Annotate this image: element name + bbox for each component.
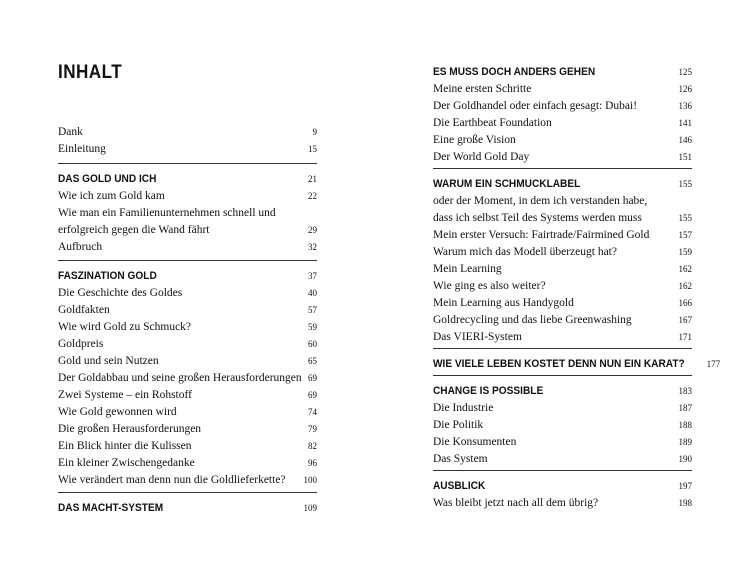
toc-entry [58, 370, 317, 387]
toc-entry [58, 404, 317, 421]
toc-entry-title: Gold und sein Nutzen [58, 355, 159, 367]
toc-entry-title: Warum mich das Modell überzeugt hat? [433, 246, 617, 258]
section-divider [58, 163, 317, 164]
toc-page-number: 189 [678, 437, 692, 447]
toc-entry-title: Die Industrie [433, 402, 494, 414]
toc-entry-title: erfolgreich gegen die Wand fährt [58, 224, 210, 236]
toc-page-number: 159 [678, 247, 692, 257]
toc-entry-title: WARUM EIN SCHMUCKLABEL [433, 178, 581, 190]
toc-entry [433, 451, 692, 468]
section-divider [58, 260, 317, 261]
toc-page-number: 155 [678, 179, 692, 189]
toc-entry-title: Dank [58, 126, 83, 138]
toc-page-number: 59 [308, 322, 317, 332]
toc-entry-title: CHANGE IS POSSIBLE [433, 385, 544, 397]
toc-page-number: 100 [303, 475, 317, 485]
section-divider [433, 375, 692, 376]
toc-entry-title: Meine ersten Schritte [433, 83, 532, 95]
toc-entry [433, 210, 692, 227]
toc-entry-title: Wie ging es also weiter? [433, 280, 546, 292]
toc-entry [58, 205, 317, 222]
toc-entry [433, 417, 692, 434]
toc-page-number: 82 [308, 441, 317, 451]
toc-entry-title: Das VIERI-System [433, 331, 522, 343]
toc-entry [58, 222, 317, 239]
toc-section-heading [433, 356, 721, 373]
toc-entry-title: ES MUSS DOCH ANDERS GEHEN [433, 66, 596, 78]
toc-page-number: 166 [678, 298, 692, 308]
toc-entry [58, 141, 317, 158]
toc-entry [58, 188, 317, 205]
toc-page-number: 60 [308, 339, 317, 349]
toc-page-number: 177 [706, 359, 721, 369]
toc-entry-title: Wie man ein Familienunternehmen schnell und [58, 207, 276, 219]
toc-page-number: 9 [312, 127, 317, 137]
page-title: INHALT [58, 62, 123, 83]
toc-entry-title: Der Goldhandel oder einfach gesagt: Dubai! [433, 100, 638, 112]
toc-section-heading [58, 171, 317, 188]
toc-page-number: 171 [678, 332, 692, 342]
toc-page-number: 40 [308, 288, 317, 298]
toc-entry-title: Goldfakten [58, 304, 110, 316]
toc-entry [433, 98, 692, 115]
toc-entry-title: Ein kleiner Zwischengedanke [58, 457, 195, 469]
toc-page-number: 69 [308, 390, 317, 400]
toc-entry [433, 295, 692, 312]
toc-page-number: 197 [678, 481, 692, 491]
toc-entry [433, 400, 692, 417]
toc-page-number: 183 [678, 386, 692, 396]
toc-entry-title: Die Politik [433, 419, 484, 431]
toc-entry-title: Der Goldabbau und seine großen Herausforderungen [58, 372, 302, 384]
toc-entry [433, 329, 692, 346]
toc-page-number: 141 [678, 118, 692, 128]
toc-page-number: 126 [678, 84, 692, 94]
toc-section-heading [58, 268, 317, 285]
toc-entry [58, 336, 317, 353]
toc-page-number: 37 [308, 271, 317, 281]
toc-entry-title: Mein Learning aus Handygold [433, 297, 574, 309]
toc-page-number: 22 [308, 191, 317, 201]
toc-entry-title: Die Konsumenten [433, 436, 517, 448]
toc-page-number: 29 [308, 225, 317, 235]
toc-page-number: 125 [678, 67, 692, 77]
toc-entry-title: Aufbruch [58, 241, 103, 253]
toc-entry [433, 81, 692, 98]
toc-entry-title: Zwei Systeme – ein Rohstoff [58, 389, 192, 401]
toc-entry-title: Ein Blick hinter die Kulissen [58, 440, 192, 452]
toc-entry-title: Wie wird Gold zu Schmuck? [58, 321, 192, 333]
toc-page-number: 162 [678, 264, 692, 274]
toc-entry [58, 285, 317, 302]
toc-page-number: 96 [308, 458, 317, 468]
toc-entry-title: Wie Gold gewonnen wird [58, 406, 177, 418]
section-divider [433, 168, 692, 169]
toc-page-number: 79 [308, 424, 317, 434]
toc-entry-title: Was bleibt jetzt nach all dem übrig? [433, 497, 599, 509]
toc-entry-title: Der World Gold Day [433, 151, 530, 163]
toc-page-number: 15 [308, 144, 317, 154]
toc-entry-title: Das System [433, 453, 488, 465]
right-page [375, 0, 750, 576]
toc-entry-title: FASZINATION GOLD [58, 270, 157, 282]
toc-page-number: 21 [308, 174, 317, 184]
toc-page-number: 69 [308, 373, 317, 383]
toc-entry [58, 319, 317, 336]
toc-page-number: 146 [678, 135, 692, 145]
toc-page-number: 136 [678, 101, 692, 111]
toc-entry [58, 438, 317, 455]
toc-page-number: 167 [678, 315, 692, 325]
toc-entry [433, 278, 692, 295]
toc-entry-title: AUSBLICK [433, 480, 486, 492]
toc-page-number: 155 [678, 213, 692, 223]
toc-entry-title: Die großen Herausforderungen [58, 423, 202, 435]
toc-page-number: 157 [678, 230, 692, 240]
toc-page-number: 109 [303, 503, 317, 513]
toc-entry [433, 261, 692, 278]
toc-page-number: 65 [308, 356, 317, 366]
toc-page-number: 57 [308, 305, 317, 315]
toc-entry-title: DAS GOLD UND ICH [58, 173, 157, 185]
toc-entry-title: Goldrecycling und das liebe Greenwashing [433, 314, 632, 326]
toc-entry-title: Wie verändert man denn nun die Goldlieferkette? [58, 474, 286, 486]
toc-entry-title: Goldpreis [58, 338, 104, 350]
toc-entry-title: DAS MACHT-SYSTEM [58, 502, 164, 514]
section-divider [433, 470, 692, 471]
toc-entry [58, 387, 317, 404]
toc-entry [433, 115, 692, 132]
toc-entry [433, 149, 692, 166]
toc-page-number: 32 [308, 242, 317, 252]
toc-page-number: 151 [678, 152, 692, 162]
toc-entry-title: Mein erster Versuch: Fairtrade/Fairmined Gold [433, 229, 650, 241]
toc-page-number: 190 [678, 454, 692, 464]
toc-section-heading [433, 478, 692, 495]
toc-entry [58, 353, 317, 370]
toc-entry-title: Einleitung [58, 143, 106, 155]
toc-page-number: 74 [308, 407, 317, 417]
toc-section-heading [433, 64, 692, 81]
toc-entry-title: Mein Learning [433, 263, 502, 275]
toc-entry [433, 193, 692, 210]
toc-entry [58, 421, 317, 438]
toc-entry [58, 302, 317, 319]
toc-entry-title: oder der Moment, in dem ich verstanden habe, [433, 195, 648, 207]
toc-entry-title: Eine große Vision [433, 134, 516, 146]
section-divider [433, 348, 692, 349]
toc-entry [433, 244, 692, 261]
toc-entry-title: Wie ich zum Gold kam [58, 190, 165, 202]
toc-page-number: 188 [678, 420, 692, 430]
toc-entry [433, 227, 692, 244]
toc-entry [433, 312, 692, 329]
toc-section-heading [433, 383, 692, 400]
toc-page-number: 162 [678, 281, 692, 291]
toc-entry-title: Die Earthbeat Foundation [433, 117, 552, 129]
toc-section-heading [433, 176, 692, 193]
toc-entry [433, 495, 692, 512]
toc-entry [58, 455, 317, 472]
toc-page-number: 198 [678, 498, 692, 508]
toc-entry-title: WIE VIELE LEBEN KOSTET DENN NUN EIN KARAT? [433, 358, 685, 370]
toc-entry [58, 472, 317, 489]
toc-entry [58, 124, 317, 141]
toc-entry [433, 434, 692, 451]
toc-page-number: 187 [678, 403, 692, 413]
toc-entry-title: dass ich selbst Teil des Systems werden muss [433, 212, 642, 224]
toc-entry [58, 239, 317, 256]
toc-section-heading [58, 500, 317, 517]
toc-entry-title: Die Geschichte des Goldes [58, 287, 183, 299]
toc-entry [433, 132, 692, 149]
section-divider [58, 492, 317, 493]
